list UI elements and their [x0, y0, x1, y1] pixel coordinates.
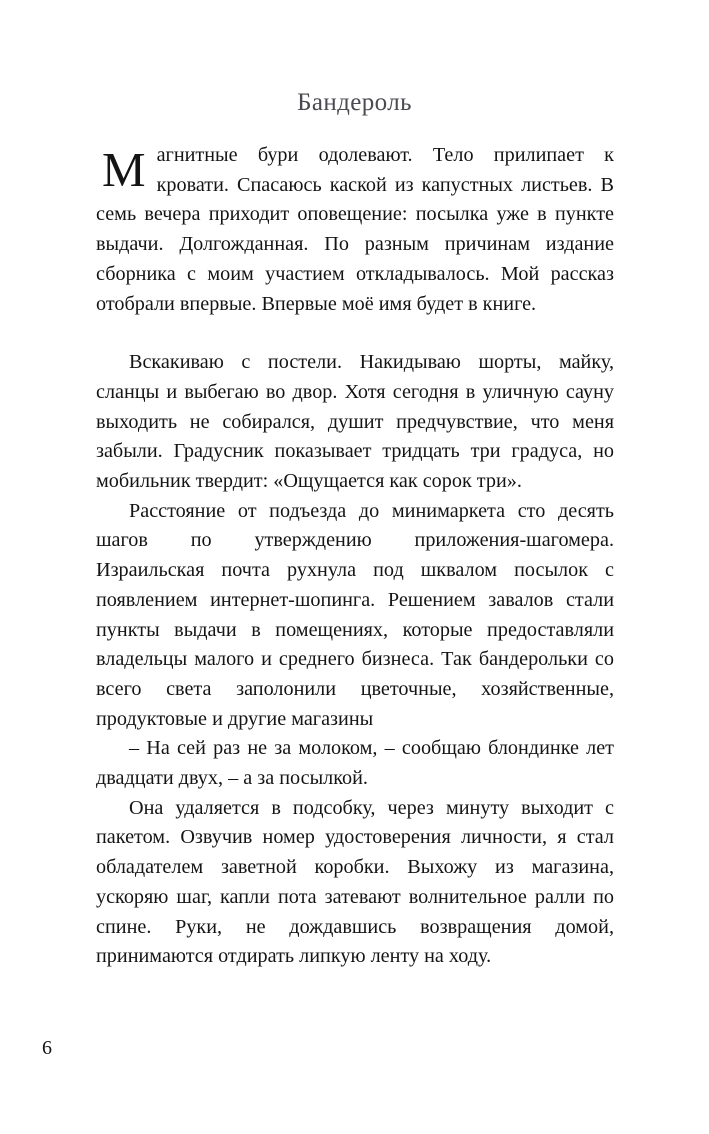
paragraph-break-spacer: [96, 319, 614, 348]
paragraph-5: [96, 794, 614, 972]
paragraph-3: [96, 497, 614, 735]
paragraph-2-text: Вскакиваю с постели. Накидываю шорты, майку, сланцы и выбегаю во двор. Хотя сегодня в уличную сауну выходить не собирался, душит предчувствие, что меня забыли. Градусник показывает тридцать три градуса, но мобильник твердит: «Ощущается как сорок три».: [96, 351, 614, 493]
body-text-column: [96, 141, 614, 972]
page-title: Бандероль: [297, 89, 412, 116]
paragraph-5-text: Она удаляется в подсобку, через минуту выходит с пакетом. Озвучив номер удостоверения личности, я стал обладателем заветной коробки. Выхожу из магазина, ускоряю шаг, капли пота затевают волнительное ралли по спине. Руки, не дождавшись возвращения домой, принимаются отдирать липкую ленту на ходу.: [96, 796, 614, 968]
paragraph-4-text: – На сей раз не за молоком, – сообщаю блондинке лет двадцати двух, – а за посылкой.: [96, 737, 614, 790]
drop-cap-letter: М: [102, 142, 146, 197]
paragraph-4: [96, 734, 614, 793]
paragraph-3-text: Расстояние от подъезда до минимаркета сто десять шагов по утверждению приложения-шагомера. Израильская почта рухнула под шквалом посылок с появлением интернет-шопинга. Решением завалов стали пункты выдачи в помещениях, которые предоставляли владельцы малого и среднего бизнеса. Так бандерольки со всего света заполонили цветочные, хозяйственные, продуктовые и другие магазины: [96, 499, 614, 730]
paragraph-1: [96, 141, 614, 319]
page-number: 6: [42, 1037, 52, 1059]
paragraph-2: [96, 348, 614, 497]
paragraph-1-text: агнитные бури одолевают. Тело прилипает к кровати. Спасаюсь каской из капустных листьев. В семь вечера приходит оповещение: посылка уже в пункте выдачи. Долгожданная. По разным причинам издание сборника с моим участием откладывалось. Мой рассказ отобрали впервые. Впервые моё имя будет в книге.: [96, 144, 614, 315]
